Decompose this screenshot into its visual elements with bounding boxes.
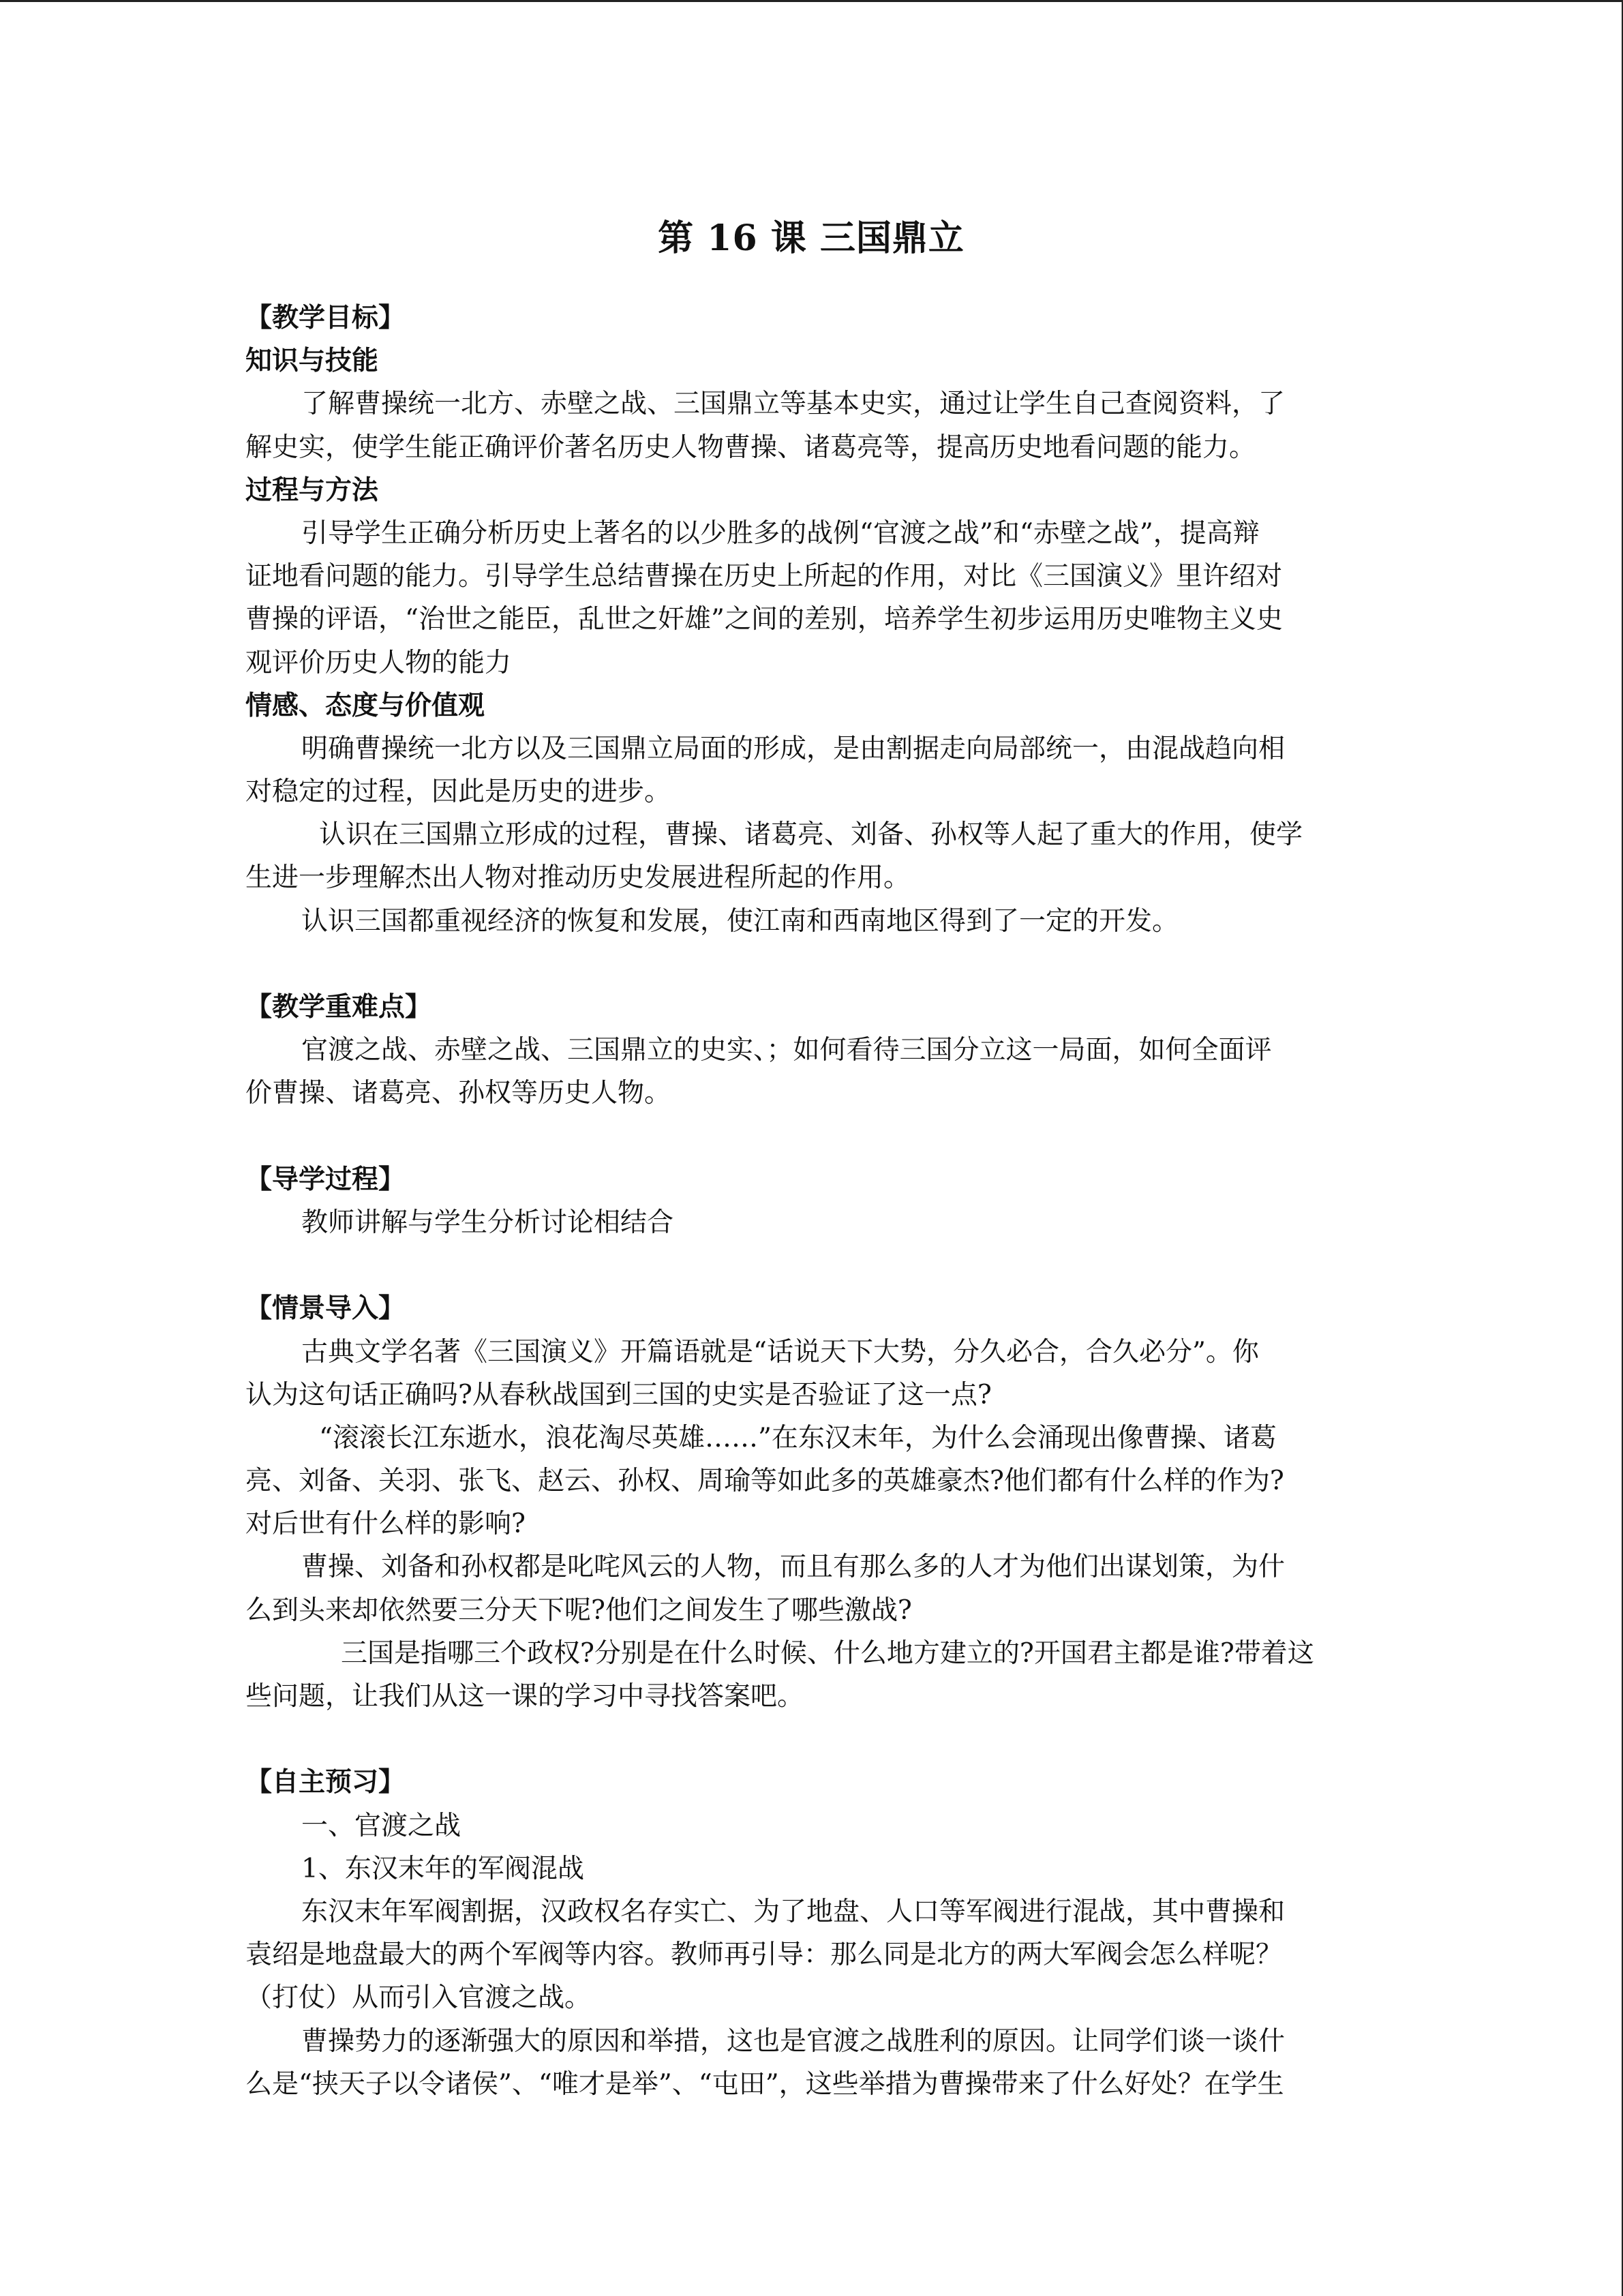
preview-heading: 【自主预习】 [245,1766,406,1798]
paragraph-line: 古典文学名著《三国演义》开篇语就是“话说天下大势，分久必合，合久必分”。你 [301,1336,1259,1368]
paragraph-line: 引导学生正确分析历史上著名的以少胜多的战例“官渡之战”和“赤壁之战”，提高辩 [301,517,1260,549]
knowledge-heading: 知识与技能 [245,345,379,377]
emotion-heading: 情感、态度与价值观 [245,689,485,721]
paragraph-line: 价曹操、诸葛亮、孙权等历史人物。 [245,1078,671,1109]
spacer [245,1244,1377,1287]
paragraph-line: 解史实，使学生能正确评价著名历史人物曹操、诸葛亮等，提高历史地看问题的能力。 [245,432,1256,463]
paragraph-line: 亮、刘备、关羽、张飞、赵云、孙权、周瑜等如此多的英雄豪杰?他们都有什么样的作为? [245,1466,1284,1497]
guide-heading: 【导学过程】 [245,1163,406,1195]
objectives-heading: 【教学目标】 [245,302,406,333]
document-body [245,208,1377,2106]
paragraph-line: 证地看问题的能力。引导学生总结曹操在历史上所起的作用，对比《三国演义》里许绍对 [245,561,1283,592]
paragraph-line: 生进一步理解杰出人物对推动历史发展进程所起的作用。 [245,862,911,894]
paragraph-line: 么到头来却依然要三分天下呢?他们之间发生了哪些激战? [245,1595,912,1626]
paragraph-line: （打仗）从而引入官渡之战。 [245,1982,592,2014]
process-heading: 过程与方法 [245,474,379,506]
paragraph-line: 袁绍是地盘最大的两个军阀等内容。教师再引导：那么同是北方的两大军阀会怎么样呢？ [245,1939,1283,1971]
subsection-heading: 1、东汉末年的军阀混战 [301,1853,584,1884]
paragraph-line: 曹操势力的逐渐强大的原因和举措，这也是官渡之战胜利的原因。让同学们谈一谈什 [301,2025,1286,2057]
paragraph-line: 些问题，让我们从这一课的学习中寻找答案吧。 [245,1681,804,1712]
paragraph-line: 东汉末年军阀割据，汉政权名存实亡、为了地盘、人口等军阀进行混战，其中曹操和 [301,1896,1286,1927]
spacer [245,943,1377,986]
keypoints-heading: 【教学重难点】 [245,991,432,1023]
paragraph-line: 官渡之战、赤壁之战、三国鼎立的史实、；如何看待三国分立这一局面，如何全面评 [301,1035,1272,1066]
paragraph-line: 认识在三国鼎立形成的过程，曹操、诸葛亮、刘备、孙权等人起了重大的作用，使学 [319,819,1303,851]
paragraph-line: 对稳定的过程，因此是历史的进步。 [245,776,671,808]
paragraph-line: 教师讲解与学生分析讨论相结合 [301,1207,674,1238]
paragraph-line: “滚滚长江东逝水，浪花淘尽英雄……”在东汉末年，为什么会涌现出像曹操、诸葛 [319,1422,1277,1453]
paragraph-line: 认为这句话正确吗?从春秋战国到三国的史实是否验证了这一点? [245,1379,992,1410]
paragraph-line: 明确曹操统一北方以及三国鼎立局面的形成，是由割据走向局部统一，由混战趋向相 [301,733,1286,764]
spacer [245,1115,1377,1158]
paragraph-line: 对后世有什么样的影响? [245,1509,526,1540]
intro-heading: 【情景导入】 [245,1293,406,1325]
subsection-heading: 一、官渡之战 [301,1810,461,1841]
paragraph-line: 观评价历史人物的能力 [245,647,512,678]
paragraph-line: 曹操、刘备和孙权都是叱咤风云的人物，而且有那么多的人才为他们出谋划策，为什 [301,1552,1286,1583]
paragraph-line: 认识三国都重视经济的恢复和发展，使江南和西南地区得到了一定的开发。 [301,905,1179,937]
page-title: 第 16 课 三国鼎立 [658,217,965,259]
paragraph-line: 曹操的评语，“治世之能臣，乱世之奸雄”之间的差别，培养学生初步运用历史唯物主义史 [245,604,1283,635]
paragraph-line: 三国是指哪三个政权?分别是在什么时候、什么地方建立的?开国君主都是谁?带着这 [341,1637,1314,1669]
paragraph-line: 了解曹操统一北方、赤壁之战、三国鼎立等基本史实，通过让学生自己查阅资料，了 [301,389,1286,420]
paragraph-line: 么是“挟天子以令诸侯”、“唯才是举”、“屯田”，这些举措为曹操带来了什么好处？在学生 [245,2068,1284,2100]
spacer [245,1718,1377,1761]
